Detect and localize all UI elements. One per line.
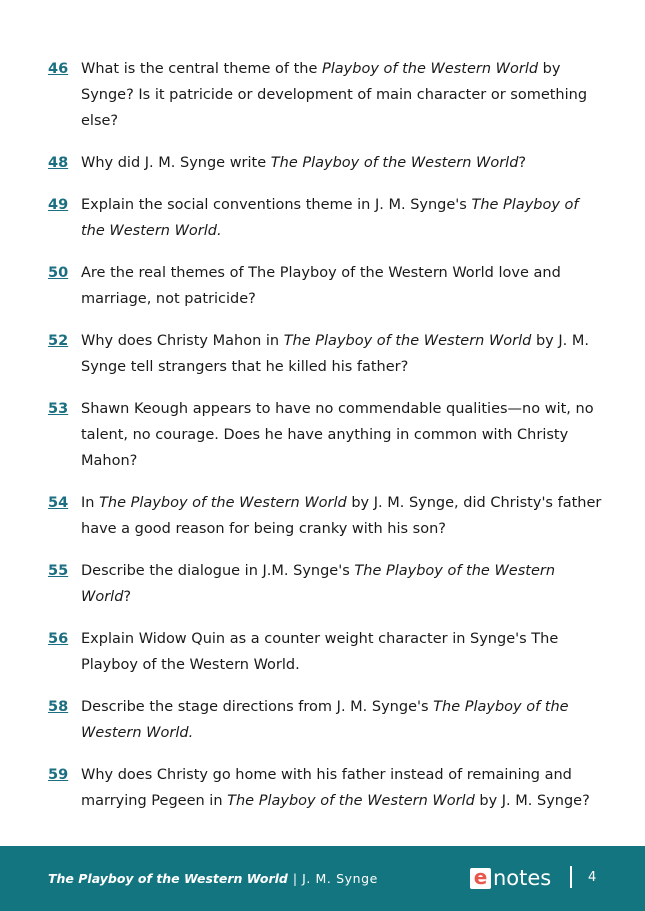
question-text [81,192,605,244]
question-text-segment: Why does Christy go home with his father instead of remaining and marrying Pegeen in [81,767,572,809]
footer-book-title [48,871,378,886]
logo-notes-text: notes [493,866,552,890]
question-text-title: Playboy of the Western World [322,61,539,77]
question-text-title: The Playboy of the Western World [270,155,519,171]
question-number-link[interactable]: 46 [48,61,69,77]
question-text-title: The Playboy of the Western World [99,495,347,511]
question-text-segment: Describe the dialogue in J.M. Synge's [81,563,355,579]
question-text-title: The Playboy of the Western World. [81,197,579,239]
question-text-segment: by J. M. Synge tell strangers that he killed his father? [81,333,589,375]
question-text-segment: Shawn Keough appears to have no commendable qualities—no wit, no talent, no courage. Does he have anything in common with Christy Mahon? [81,401,594,469]
question-text-title: The Playboy of the Western World. [81,699,569,741]
question-item [0,490,645,542]
question-item [0,396,645,474]
question-text [81,694,605,746]
question-number-link[interactable]: 50 [48,265,69,281]
question-text [81,396,605,474]
question-text-title: The Playboy of the Western World [227,793,475,809]
page-number: 4 [588,870,597,885]
question-item [0,328,645,380]
question-text-segment: ? [518,155,527,171]
question-text [81,56,605,134]
question-text-segment: Why did J. M. Synge write [81,155,271,171]
question-text [81,260,605,312]
question-number-link[interactable]: 54 [48,495,69,511]
question-text-segment: Are the real themes of The Playboy of the Western World love and marriage, not patricide? [81,265,561,307]
question-text [81,150,605,176]
question-text [81,626,605,678]
question-item [0,762,645,814]
question-text-segment: Explain Widow Quin as a counter weight character in Synge's The Playboy of the Western World. [81,631,559,673]
question-text-segment: ? [123,589,132,605]
footer-divider [570,866,572,888]
question-item [0,626,645,678]
question-number-link[interactable]: 59 [48,767,69,783]
question-text-title: The Playboy of the Western World [81,563,556,605]
logo-e-icon: e [470,868,491,889]
question-text [81,328,605,380]
question-text-segment: Explain the social conventions theme in J. M. Synge's [81,197,472,213]
question-text [81,558,605,610]
question-item [0,558,645,610]
question-text-segment: Describe the stage directions from J. M. Synge's [81,699,434,715]
question-text-segment: by J. M. Synge? [474,793,590,809]
question-text-segment: by J. M. Synge, did Christy's father have a good reason for being cranky with his son? [81,495,602,537]
question-number-link[interactable]: 48 [48,155,69,171]
question-item [0,260,645,312]
enotes-logo[interactable] [470,866,551,890]
question-item [0,150,645,176]
question-text [81,490,605,542]
footer-author: J. M. Synge [302,871,378,886]
question-number-link[interactable]: 53 [48,401,69,417]
question-text-segment: In [81,495,100,511]
question-text-segment: What is the central theme of the [81,61,322,77]
question-item [0,192,645,244]
question-number-link[interactable]: 56 [48,631,69,647]
question-number-link[interactable]: 49 [48,197,69,213]
question-number-link[interactable]: 55 [48,563,69,579]
page-footer [0,846,645,911]
question-text-title: The Playboy of the Western World [283,333,532,349]
question-text-segment: by Synge? Is it patricide or development of main character or something else? [81,61,588,129]
question-item [0,694,645,746]
question-number-link[interactable]: 52 [48,333,69,349]
footer-separator: | [292,871,298,886]
footer-title: The Playboy of the Western World [48,871,288,886]
question-text-segment: Why does Christy Mahon in [81,333,284,349]
question-list [0,56,645,830]
question-item [0,56,645,134]
question-text [81,762,605,814]
question-number-link[interactable]: 58 [48,699,69,715]
